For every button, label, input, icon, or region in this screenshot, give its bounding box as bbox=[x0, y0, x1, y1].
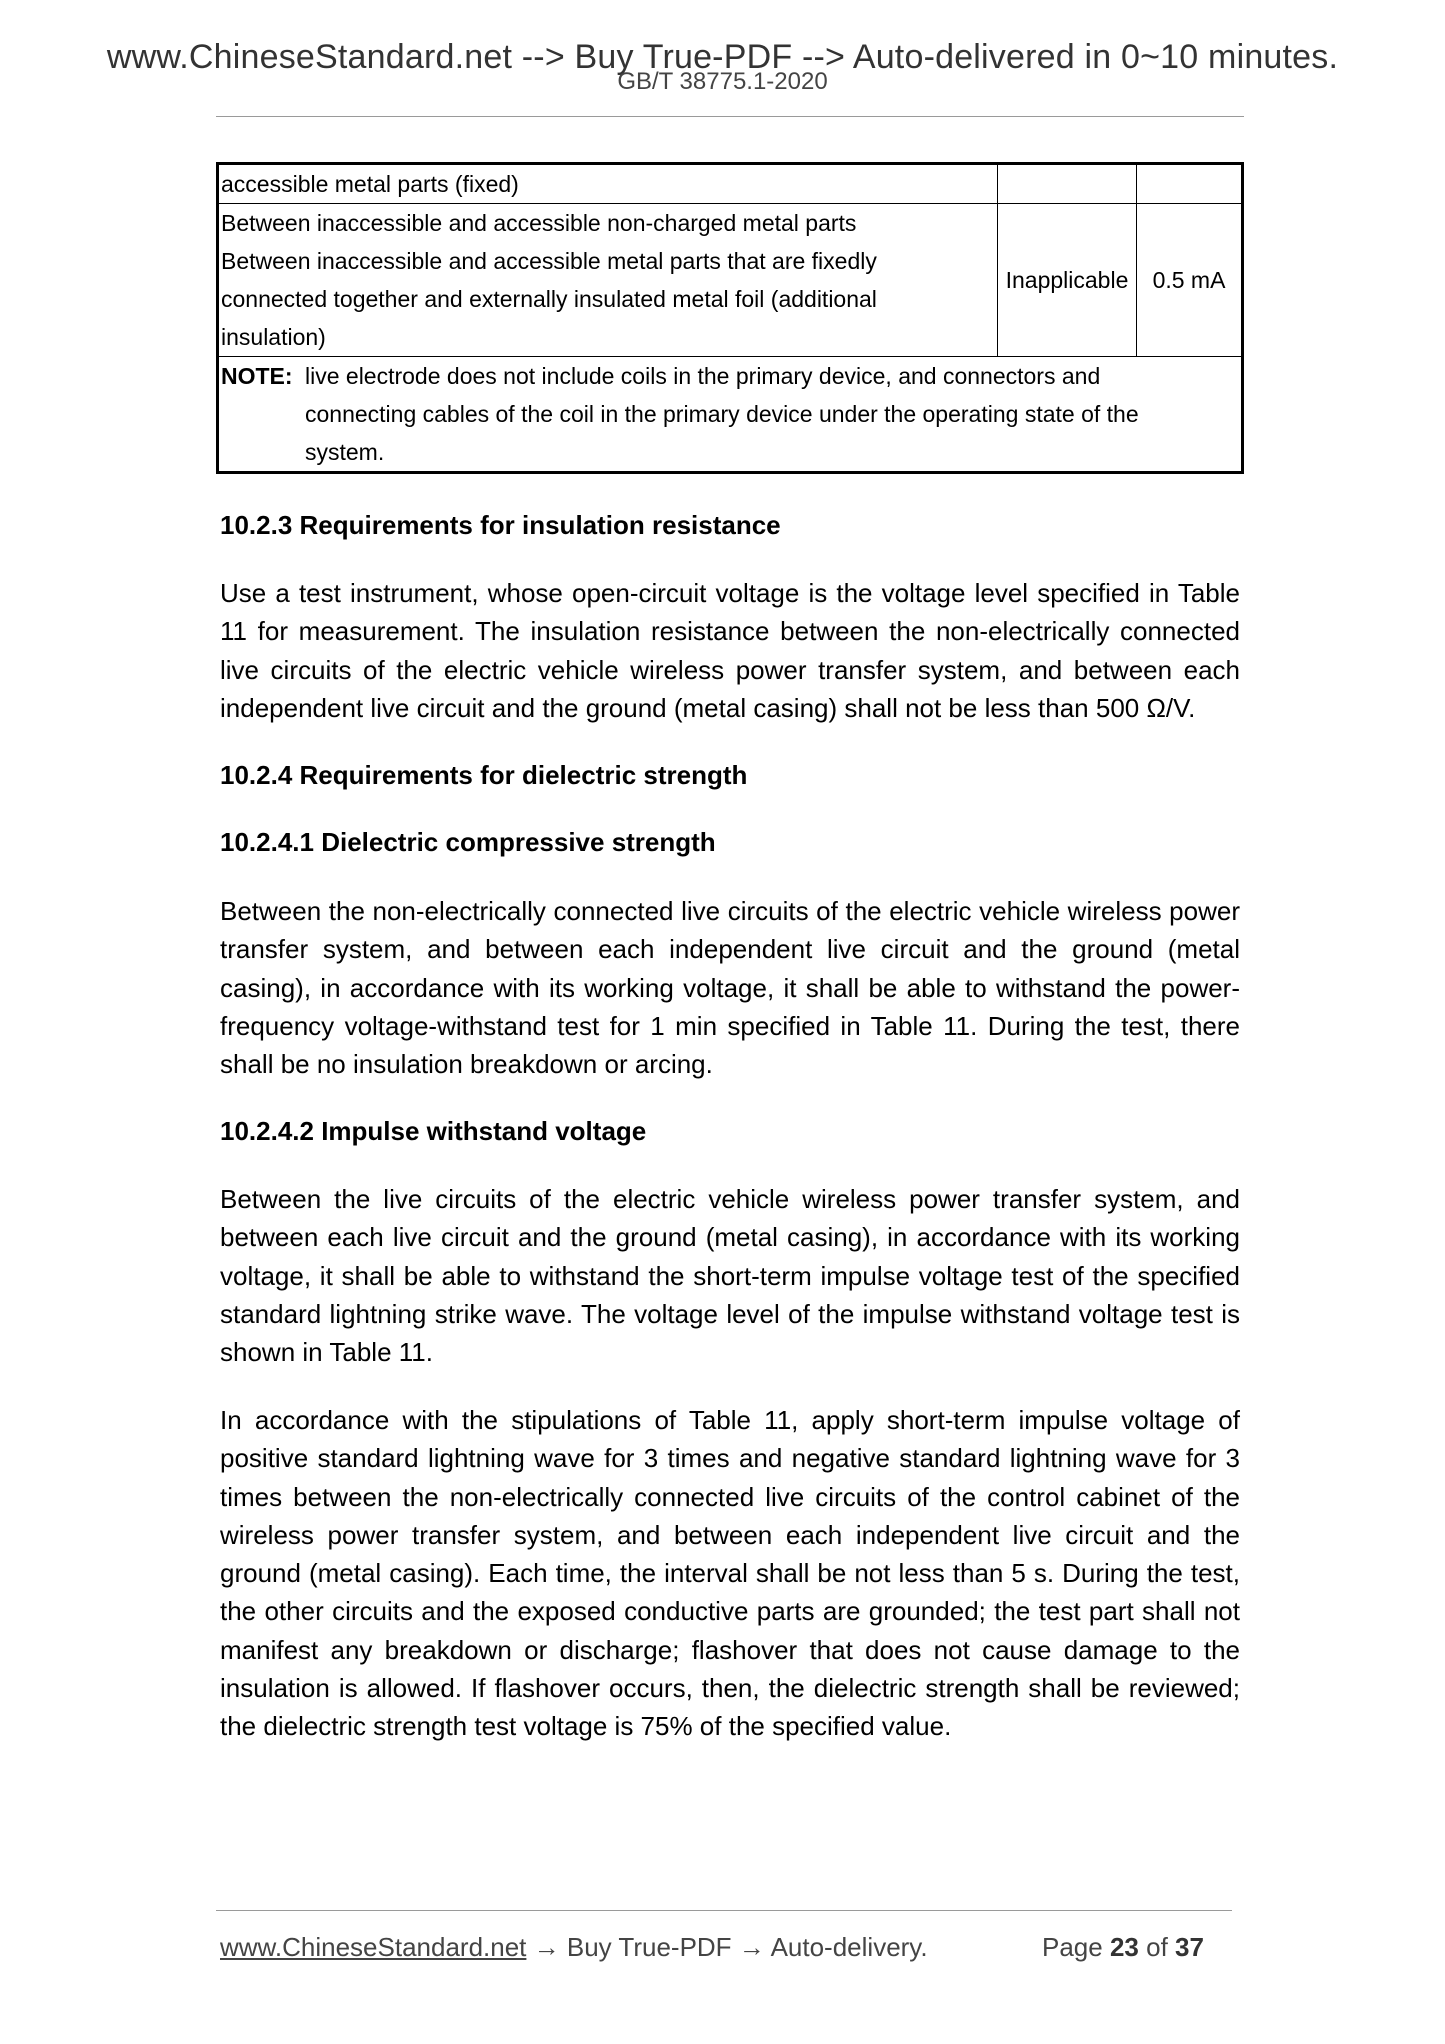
of-word: of bbox=[1146, 1932, 1168, 1962]
table-cell-empty bbox=[998, 164, 1137, 204]
section-heading-10-2-4-2: 10.2.4.2 Impulse withstand voltage bbox=[220, 1116, 647, 1146]
table-cell-line: Between inaccessible and accessible non-charged metal parts bbox=[221, 210, 857, 236]
footer-text bbox=[220, 1932, 928, 1963]
paragraph-10-2-4-2-a: Between the live circuits of the electric vehicle wireless power transfer system, and between each live circuit and the ground (metal casing), in accordance with its working voltage, it shall be able to withstand the short-term impulse voltage test of the specified standard lightning strike wave. The voltage level of the impulse withstand voltage test is shown in Table 11. bbox=[220, 1184, 1240, 1368]
section-heading-10-2-4: 10.2.4 Requirements for dielectric strength bbox=[220, 760, 748, 790]
table-note-cell bbox=[218, 357, 1243, 473]
header-divider bbox=[216, 116, 1244, 117]
page-indicator bbox=[1042, 1932, 1204, 1963]
table-row bbox=[218, 164, 1243, 204]
table-cell-line: Between inaccessible and accessible metal parts that are fixedly bbox=[221, 248, 877, 274]
footer-link[interactable]: www.ChineseStandard.net bbox=[220, 1932, 527, 1962]
table-cell-applicability: Inapplicable bbox=[998, 204, 1137, 357]
table-cell-line: insulation) bbox=[221, 324, 326, 350]
table-cell: accessible metal parts (fixed) bbox=[218, 164, 998, 204]
table-cell-line: connected together and externally insulated metal foil (additional bbox=[221, 286, 877, 312]
table-cell-empty bbox=[1137, 164, 1243, 204]
note-label: NOTE: bbox=[221, 363, 293, 389]
footer-tagline: → Buy True-PDF → Auto-delivery. bbox=[526, 1932, 928, 1962]
continued-table bbox=[216, 162, 1244, 474]
footer-divider bbox=[216, 1910, 1232, 1911]
table-row bbox=[218, 204, 1243, 357]
table-cell bbox=[218, 204, 998, 357]
section-heading-10-2-4-1: 10.2.4.1 Dielectric compressive strength bbox=[220, 827, 716, 857]
paragraph-10-2-4-1: Between the non-electrically connected live circuits of the electric vehicle wireless power transfer system, and between each independent live circuit and the ground (metal casing), in accordance with its working voltage, it shall be able to withstand the power-frequency voltage-withstand test for 1 min specified in Table 11. During the test, there shall be no insulation breakdown or arcing. bbox=[220, 896, 1240, 1080]
page-word: Page bbox=[1042, 1932, 1103, 1962]
paragraph-10-2-4-2-b: In accordance with the stipulations of Table 11, apply short-term impulse voltage of positive standard lightning wave for 3 times and negative standard lightning wave for 3 times between the non-electrically connected live circuits of the control cabinet of the wireless power transfer system, and between each independent live circuit and the ground (metal casing). Each time, the interval shall be not less than 5 s. During the test, the other circuits and the exposed conductive parts are grounded; the test part shall not manifest any breakdown or discharge; flashover that does not cause damage to the insulation is allowed. If flashover occurs, then, the dielectric strength shall be reviewed; the dielectric strength test voltage is 75% of the specified value. bbox=[220, 1405, 1240, 1742]
section-heading-10-2-3: 10.2.3 Requirements for insulation resistance bbox=[220, 510, 781, 540]
table-note-row bbox=[218, 357, 1243, 473]
document-code: GB/T 38775.1-2020 bbox=[617, 68, 828, 95]
paragraph-10-2-3: Use a test instrument, whose open-circuit voltage is the voltage level specified in Table 11 for measurement. The insulation resistance between the non-electrically connected live circuits of the electric vehicle wireless power transfer system, and between each independent live circuit and the ground (metal casing) shall not be less than 500 Ω/V. bbox=[220, 578, 1240, 723]
page-number: 23 bbox=[1109, 1932, 1139, 1962]
page-total: 37 bbox=[1175, 1932, 1204, 1962]
table-cell-limit: 0.5 mA bbox=[1137, 204, 1243, 357]
top-banner: www.ChineseStandard.net --> Buy True-PDF --> Auto-delivered in 0~10 minutes. bbox=[106, 38, 1339, 76]
note-text: live electrode does not include coils in the primary device, and connectors and connecting cables of the coil in the primary device under the operating state of the system. bbox=[305, 363, 1139, 465]
